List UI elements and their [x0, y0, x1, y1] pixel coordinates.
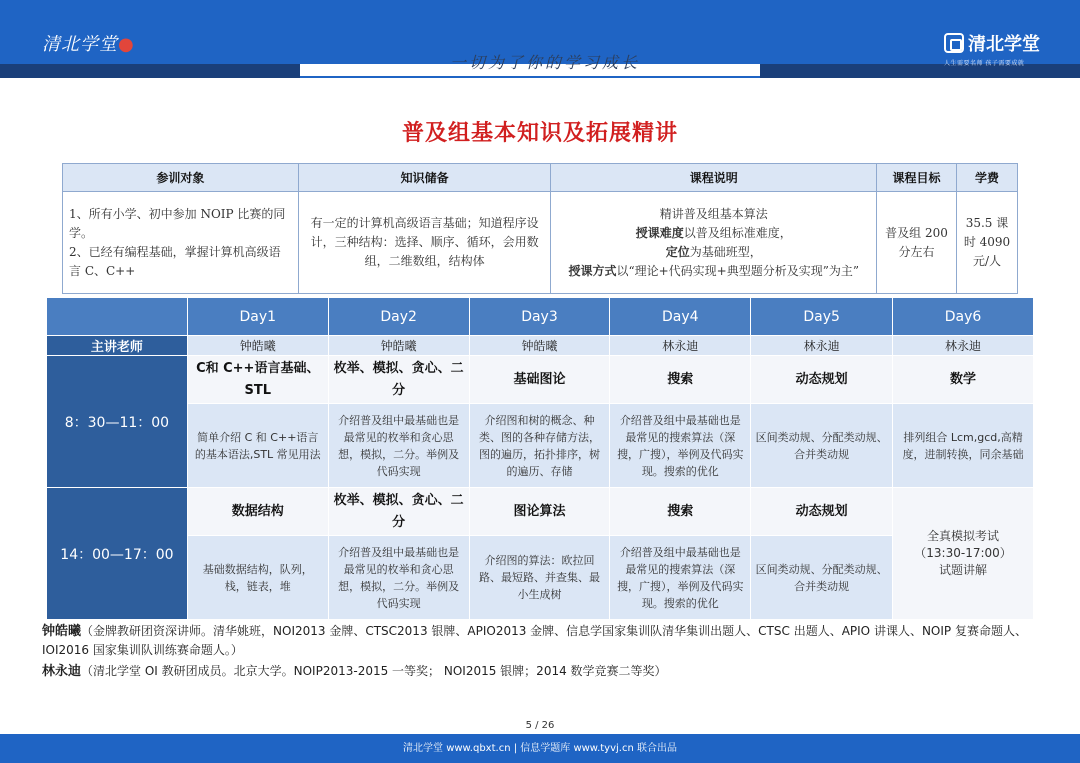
teacher-notes [42, 622, 1042, 683]
target-cell [63, 192, 299, 294]
day-header: Day5 [751, 298, 893, 336]
desc-line [557, 262, 870, 281]
fee-cell: 35.5 课时 4090 元/人 [956, 192, 1017, 294]
teacher-name: 钟皓曦 [42, 624, 82, 639]
day-header: Day3 [469, 298, 610, 336]
exam-line: 全真模拟考试 [927, 529, 1000, 543]
detail-cell: 排列组合 Lcm,gcd,高精度，进制转换，同余基础 [893, 404, 1034, 488]
detail-cell: 介绍图和树的概念、种类、图的各种存储方法，图的遍历，拓扑排序，树的遍历、存储 [469, 404, 610, 488]
topic-cell: 图论算法 [469, 488, 610, 536]
detail-cell: 介绍普及组中最基础也是最常见的搜索算法（深搜，广搜），举例及代码实现。搜索的优化 [610, 404, 751, 488]
desc-bold: 授课难度 [635, 225, 684, 240]
description-cell [551, 192, 877, 294]
target-line: 2、已经有编程基础，掌握计算机高级语言 C、C++ [69, 244, 281, 278]
topic-cell: 搜索 [610, 488, 751, 536]
teacher-cell: 林永迪 [610, 336, 751, 356]
desc-text: 以“理论+代码实现+典型题分析及实现”为主” [616, 263, 859, 278]
logo-mark-icon: ● [118, 34, 135, 55]
morning-topic-row [47, 356, 1034, 404]
day-header: Day4 [610, 298, 751, 336]
topic-cell: 搜索 [610, 356, 751, 404]
detail-cell: 介绍普及组中最基础也是最常见的枚举和贪心思想，模拟，二分。举例及代码实现 [328, 404, 469, 488]
seal-icon [944, 33, 964, 53]
topic-cell: 枚举、模拟、贪心、二分 [328, 356, 469, 404]
teacher-cell: 钟皓曦 [328, 336, 469, 356]
teacher-cell: 钟皓曦 [469, 336, 610, 356]
logo-left [42, 30, 135, 56]
afternoon-time: 14：00—17：00 [47, 488, 188, 620]
header-fee: 学费 [956, 164, 1017, 192]
header-strip-left [0, 64, 300, 78]
topic-cell: 基础图论 [469, 356, 610, 404]
logo-left-text: 清北学堂 [42, 34, 118, 55]
goal-cell: 普及组 200 分左右 [877, 192, 957, 294]
desc-line: 精讲普及组基本算法 [659, 206, 768, 221]
detail-cell: 区间类动规、分配类动规、合并类动规 [751, 404, 893, 488]
exam-line: 试题讲解 [939, 563, 988, 577]
detail-cell: 介绍普及组中最基础也是最常见的搜索算法（深搜，广搜），举例及代码实现。搜索的优化 [610, 536, 751, 620]
logo-right-text: 清北学堂 [968, 34, 1040, 55]
teacher-cell: 林永迪 [751, 336, 893, 356]
topic-cell: 动态规划 [751, 488, 893, 536]
desc-bold: 授课方式 [568, 263, 617, 278]
page-footer: 清北学堂 www.qbxt.cn | 信息学题库 www.tyvj.cn 联合出品 [0, 734, 1080, 763]
desc-bold: 定位 [665, 244, 690, 259]
page-title: 普及组基本知识及拓展精讲 [401, 121, 678, 146]
header-goal: 课程目标 [877, 164, 957, 192]
teacher-label: 主讲老师 [47, 336, 188, 356]
header-description: 课程说明 [551, 164, 877, 192]
course-header-row [63, 164, 1018, 192]
day-header-row [47, 298, 1034, 336]
teacher-note [42, 662, 1042, 681]
logo-right [944, 30, 1040, 67]
teacher-cell: 钟皓曦 [187, 336, 328, 356]
topic-cell: 数据结构 [187, 488, 328, 536]
desc-text: 为基础班型， [689, 244, 762, 259]
corner-cell [47, 298, 188, 336]
desc-line [557, 243, 870, 262]
topic-cell: 数学 [893, 356, 1034, 404]
detail-cell: 区间类动规、分配类动规、合并类动规 [751, 536, 893, 620]
logo-right-tagline: 人生需要名师 孩子需要成就 [944, 60, 1025, 67]
topic-cell: 枚举、模拟、贪心、二分 [328, 488, 469, 536]
schedule-table [46, 297, 1034, 620]
desc-line [557, 224, 870, 243]
exam-line: （13:30-17:00） [914, 546, 1012, 560]
exam-cell [893, 488, 1034, 620]
topic-cell: C和 C++语言基础、STL [187, 356, 328, 404]
desc-text: 以普及组标准难度， [683, 225, 792, 240]
day-header: Day6 [893, 298, 1034, 336]
course-body-row [63, 192, 1018, 294]
teacher-bio: （清北学堂 OI 教研团成员。北京大学。NOIP2013-2015 一等奖； NOI2015 银牌；2014 数学竞赛二等奖） [81, 664, 667, 678]
afternoon-detail-row [47, 536, 1034, 620]
teacher-row [47, 336, 1034, 356]
afternoon-topic-row [47, 488, 1034, 536]
page-number: 5 / 26 [525, 720, 555, 731]
knowledge-cell: 有一定的计算机高级语言基础；知道程序设计，三种结构：选择、顺序、循环，会用数组，二维数组，结构体 [298, 192, 551, 294]
teacher-bio: （金牌教研团资深讲师。清华姚班，NOI2013 金牌、CTSC2013 银牌、APIO2013 金牌、信息学国家集训队清华集训出题人、CTSC 出题人、APIO 讲课人、NOIP 复赛命题人、IOI2016 国家集训队训练赛命题人。） [42, 624, 1027, 657]
teacher-note [42, 622, 1042, 660]
target-line: 1、所有小学、初中参加 NOIP 比赛的同学。 [69, 206, 286, 240]
topic-cell: 动态规划 [751, 356, 893, 404]
course-info-table [62, 163, 1018, 294]
detail-cell: 介绍图的算法：欧拉回路、最短路、并查集、最小生成树 [469, 536, 610, 620]
morning-time: 8：30—11：00 [47, 356, 188, 488]
detail-cell: 介绍普及组中最基础也是最常见的枚举和贪心思想，模拟，二分。举例及代码实现 [328, 536, 469, 620]
header-target: 参训对象 [63, 164, 299, 192]
header-knowledge: 知识储备 [298, 164, 551, 192]
slogan: 一切为了你的学习成长 [450, 53, 641, 72]
teacher-cell: 林永迪 [893, 336, 1034, 356]
teacher-name: 林永迪 [42, 664, 82, 679]
morning-detail-row [47, 404, 1034, 488]
day-header: Day1 [187, 298, 328, 336]
detail-cell: 简单介绍 C 和 C++语言的基本语法,STL 常见用法 [187, 404, 328, 488]
detail-cell: 基础数据结构，队列，栈，链表，堆 [187, 536, 328, 620]
day-header: Day2 [328, 298, 469, 336]
